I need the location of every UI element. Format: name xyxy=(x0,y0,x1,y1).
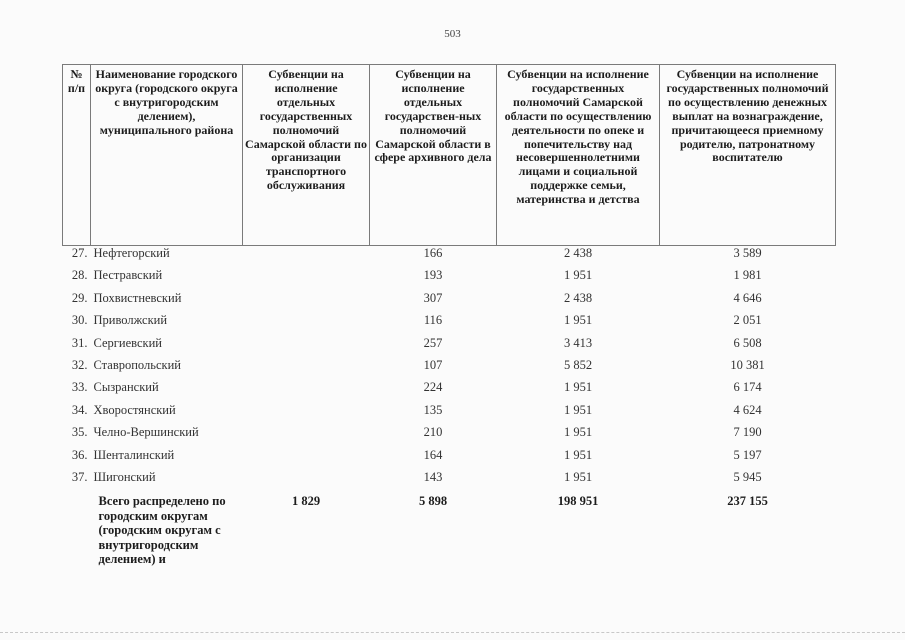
cell-guardianship: 1 951 xyxy=(563,402,593,417)
cell-archive: 143 xyxy=(423,469,443,484)
row-name: Похвистневский xyxy=(93,290,182,305)
cell-guardianship: 1 951 xyxy=(563,447,593,462)
row-num: 35. xyxy=(71,425,88,440)
cell-guardianship: 1 951 xyxy=(563,425,593,440)
row-name: Хворостянский xyxy=(93,402,176,417)
total-archive: 5 898 xyxy=(418,494,448,509)
row-name: Нефтегорский xyxy=(93,246,170,260)
row-name: Сызранский xyxy=(93,380,159,395)
header-num: № п/п xyxy=(63,65,91,246)
total-label: Всего распределено по городским округам (городским округам с внутригородским делением) и xyxy=(98,494,226,567)
cell-archive: 116 xyxy=(423,313,443,328)
page-number: 503 xyxy=(444,28,461,40)
row-name: Пестравский xyxy=(93,268,163,283)
total-guardianship: 198 951 xyxy=(557,494,599,509)
row-name: Челно-Вершинский xyxy=(93,425,199,440)
row-num: 33. xyxy=(71,380,88,395)
row-name: Сергиевский xyxy=(93,335,162,350)
table-row xyxy=(63,246,836,269)
cell-archive: 210 xyxy=(423,425,443,440)
row-num: 36. xyxy=(71,447,88,462)
total-foster-payments: 237 155 xyxy=(727,494,768,509)
cell-guardianship: 2 438 xyxy=(563,290,593,305)
cell-guardianship: 1 951 xyxy=(563,313,593,328)
cell-foster-payments: 5 945 xyxy=(733,469,762,484)
table-body xyxy=(63,246,836,567)
row-num: 27. xyxy=(71,246,88,260)
cell-foster-payments: 7 190 xyxy=(733,425,762,440)
cell-guardianship: 2 438 xyxy=(563,246,593,260)
cell-foster-payments: 3 589 xyxy=(733,246,762,260)
row-num: 28. xyxy=(71,268,88,283)
row-num: 30. xyxy=(71,313,88,328)
header-col-guardianship: Субвенции на исполнение государственных полномочий Самарской области по осуществлению деятельности по опеке и попечительству над несовершеннолетними лицами и социальной поддержке семьи, материнства и детства xyxy=(497,65,660,246)
header-col-transport: Субвенции на исполнение отдельных государственных полномочий Самарской области по организации транспортного обслуживания xyxy=(243,65,370,246)
cell-transport xyxy=(243,291,370,313)
table-header-row xyxy=(63,65,836,246)
header-name: Наименование городского округа (городского округа с внутригородским делением), муниципального района xyxy=(91,65,243,246)
cell-archive: 107 xyxy=(423,357,443,372)
page-bottom-edge xyxy=(0,632,905,633)
cell-guardianship: 3 413 xyxy=(563,335,593,350)
table-row xyxy=(63,313,836,335)
cell-transport xyxy=(243,448,370,470)
subventions-table xyxy=(62,64,836,567)
table-row xyxy=(63,291,836,313)
total-row xyxy=(63,492,836,567)
table-row xyxy=(63,380,836,402)
row-num: 34. xyxy=(71,402,88,417)
cell-transport xyxy=(243,425,370,447)
cell-archive: 135 xyxy=(423,402,443,417)
row-name: Ставропольский xyxy=(93,357,181,372)
cell-archive: 307 xyxy=(423,290,443,305)
cell-archive: 224 xyxy=(423,380,443,395)
cell-foster-payments: 6 174 xyxy=(733,380,762,395)
cell-transport xyxy=(243,246,370,269)
cell-foster-payments: 2 051 xyxy=(733,313,762,328)
cell-guardianship: 1 951 xyxy=(563,380,593,395)
row-num: 32. xyxy=(71,357,88,372)
cell-transport xyxy=(243,313,370,335)
cell-archive: 193 xyxy=(423,268,443,283)
cell-transport xyxy=(243,470,370,492)
table-row xyxy=(63,358,836,380)
cell-foster-payments: 5 197 xyxy=(733,447,762,462)
cell-guardianship: 1 951 xyxy=(563,469,593,484)
cell-foster-payments: 4 624 xyxy=(733,402,762,417)
cell-transport xyxy=(243,358,370,380)
row-num: 37. xyxy=(71,469,88,484)
cell-guardianship: 5 852 xyxy=(563,357,593,372)
table-row xyxy=(63,425,836,447)
table-row xyxy=(63,336,836,358)
cell-foster-payments: 6 508 xyxy=(733,335,762,350)
total-transport: 1 829 xyxy=(291,494,321,509)
total-num xyxy=(63,492,91,567)
row-name: Приволжский xyxy=(93,313,168,328)
cell-archive: 166 xyxy=(423,246,443,260)
cell-transport xyxy=(243,268,370,290)
cell-guardianship: 1 951 xyxy=(563,268,593,283)
cell-transport xyxy=(243,403,370,425)
cell-transport xyxy=(243,380,370,402)
table-row xyxy=(63,403,836,425)
cell-foster-payments: 4 646 xyxy=(733,290,762,305)
table-row xyxy=(63,268,836,290)
header-col-archive: Субвенции на исполнение отдельных государствен-ных полномочий Самарской области в сфере архивного дела xyxy=(370,65,497,246)
row-num: 31. xyxy=(71,335,88,350)
row-name: Шигонский xyxy=(93,469,156,484)
table-row xyxy=(63,448,836,470)
row-num: 29. xyxy=(71,290,88,305)
header-col-foster-payments: Субвенции на исполнение государственных полномочий по осуществлению денежных выплат на вознаграждение, причитающееся приемному родителю, патронатному воспитателю xyxy=(660,65,836,246)
cell-foster-payments: 10 381 xyxy=(730,357,765,372)
cell-foster-payments: 1 981 xyxy=(733,268,762,283)
cell-archive: 257 xyxy=(423,335,443,350)
table-row xyxy=(63,470,836,492)
row-name: Шенталинский xyxy=(93,447,175,462)
cell-transport xyxy=(243,336,370,358)
cell-archive: 164 xyxy=(423,447,443,462)
